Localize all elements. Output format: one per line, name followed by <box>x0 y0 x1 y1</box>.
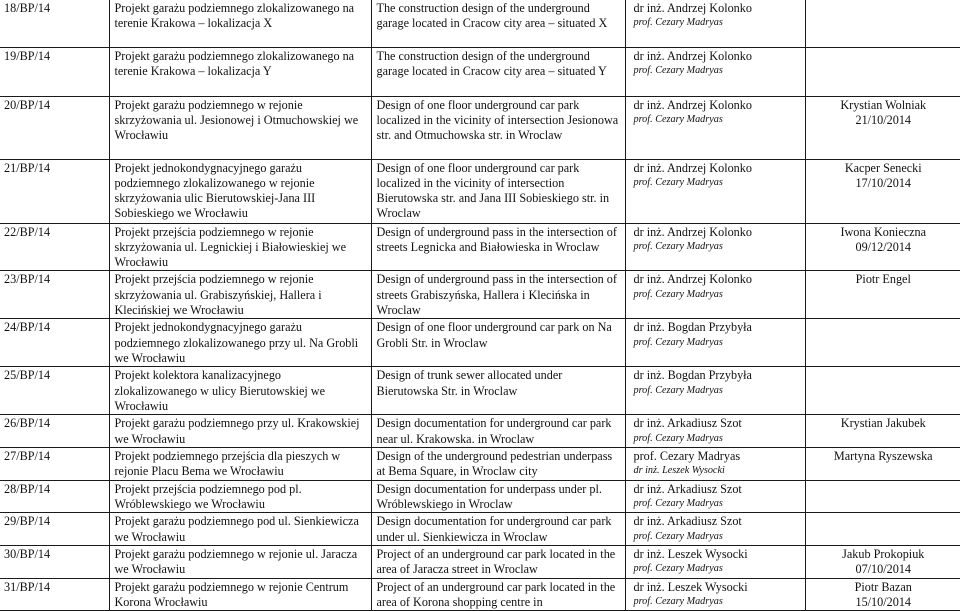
table-row <box>0 47 960 96</box>
student-cell <box>805 447 960 480</box>
thesis-id: 25/BP/14 <box>4 368 51 383</box>
thesis-id: 27/BP/14 <box>4 448 51 463</box>
student-cell <box>805 47 960 96</box>
thesis-id-cell <box>0 96 109 159</box>
table-row <box>0 159 960 223</box>
supervisor-cell <box>625 271 805 319</box>
supervisor-cell <box>625 513 805 546</box>
title-pl-cell <box>109 223 371 271</box>
table-row <box>0 319 960 367</box>
supervisor-cell <box>625 159 805 223</box>
assignment-date: 17/10/2014 <box>855 175 912 190</box>
student-cell <box>805 159 960 223</box>
table-row <box>0 223 960 271</box>
table-row <box>0 578 960 611</box>
title-en-cell <box>371 513 625 546</box>
table-row <box>0 447 960 480</box>
supervisor-name: dr inż. Andrzej Kolonko <box>633 272 752 287</box>
title-pl-cell <box>109 271 371 319</box>
cosupervisor-name: dr inż. Leszek Wysocki <box>633 465 725 477</box>
title-en-cell <box>371 415 625 448</box>
thesis-title-pl: Projekt garażu podziemnego w rejonie Centrum Korona Wrocławiu <box>114 579 349 609</box>
cosupervisor-name: prof. Cezary Madryas <box>633 17 723 29</box>
cosupervisor-name: prof. Cezary Madryas <box>633 240 723 252</box>
supervisor-cell <box>625 367 805 415</box>
thesis-id: 24/BP/14 <box>4 320 51 335</box>
thesis-id-cell <box>0 513 109 546</box>
student-name: Piotr Bazan <box>854 579 912 594</box>
assignment-date: 15/10/2014 <box>855 594 912 609</box>
supervisor-cell <box>625 546 805 579</box>
cosupervisor-name: prof. Cezary Madryas <box>633 336 723 348</box>
student-cell <box>805 319 960 367</box>
thesis-title-en: Design of trunk sewer allocated under Bierutowska Str. in Wroclaw <box>376 368 563 398</box>
supervisor-cell <box>625 0 805 47</box>
title-pl-cell <box>109 367 371 415</box>
thesis-id: 19/BP/14 <box>4 48 51 63</box>
cosupervisor-name: prof. Cezary Madryas <box>633 288 723 300</box>
cosupervisor-name: prof. Cezary Madryas <box>633 563 723 575</box>
supervisor-cell <box>625 96 805 159</box>
thesis-id: 18/BP/14 <box>4 1 51 15</box>
table-row <box>0 96 960 159</box>
supervisor-cell <box>625 319 805 367</box>
thesis-id-cell <box>0 159 109 223</box>
cosupervisor-name: prof. Cezary Madryas <box>633 432 723 444</box>
supervisor-cell <box>625 223 805 271</box>
title-en-cell <box>371 159 625 223</box>
table-row <box>0 415 960 448</box>
title-pl-cell <box>109 159 371 223</box>
thesis-title-en: Design documentation for underground car park under ul. Sienkiewicza in Wroclaw <box>376 514 612 544</box>
supervisor-name: prof. Cezary Madryas <box>633 448 741 463</box>
thesis-id-cell <box>0 319 109 367</box>
supervisor-name: dr inż. Andrzej Kolonko <box>633 48 752 63</box>
title-pl-cell <box>109 578 371 611</box>
supervisor-name: dr inż. Bogdan Przybyła <box>633 320 752 335</box>
thesis-id-cell <box>0 415 109 448</box>
thesis-id: 31/BP/14 <box>4 579 51 594</box>
thesis-title-en: Design of underground pass in the intersection of streets Legnicka and Białowieska in Wroclaw <box>376 224 617 254</box>
assignment-date: 09/12/2014 <box>855 239 912 254</box>
thesis-title-en: Design documentation for underground car park near ul. Krakowska. in Wroclaw <box>376 416 612 446</box>
student-name: Piotr Engel <box>855 272 911 287</box>
thesis-id-cell <box>0 223 109 271</box>
thesis-id: 30/BP/14 <box>4 547 51 562</box>
supervisor-name: dr inż. Andrzej Kolonko <box>633 224 752 239</box>
thesis-id-cell <box>0 47 109 96</box>
supervisor-name: dr inż. Arkadiusz Szot <box>633 416 742 431</box>
table-row <box>0 367 960 415</box>
thesis-title-pl: Projekt podziemnego przejścia dla pieszych w rejonie Placu Bema we Wrocławiu <box>114 448 341 479</box>
title-pl-cell <box>109 513 371 546</box>
thesis-id-cell <box>0 367 109 415</box>
thesis-title-en: Project of an underground car park located in the area of Jaracza street in Wroclaw <box>376 547 616 577</box>
cosupervisor-name: prof. Cezary Madryas <box>633 498 723 510</box>
student-name: Martyna Ryszewska <box>833 448 933 463</box>
thesis-title-pl: Projekt jednokondygnacyjnego garażu podziemnego zlokalizowanego przy ul. Na Grobli we Wrocławiu <box>114 320 359 365</box>
thesis-title-en: Design of one floor underground car park localized in the vicinity of intersection Bierutowska str. and Jana III Sobieskiego str. in Wroclaw <box>376 160 610 221</box>
thesis-title-pl: Projekt kolektora kanalizacyjnego zlokalizowanego w ulicy Bierutowskiej we Wrocławiu <box>114 368 326 413</box>
thesis-id: 26/BP/14 <box>4 416 51 431</box>
title-en-cell <box>371 367 625 415</box>
title-pl-cell <box>109 480 371 513</box>
supervisor-name: dr inż. Arkadiusz Szot <box>633 514 742 529</box>
thesis-id: 29/BP/14 <box>4 514 51 529</box>
student-name: Krystian Wolniak <box>840 97 927 112</box>
title-en-cell <box>371 47 625 96</box>
title-pl-cell <box>109 96 371 159</box>
title-pl-cell <box>109 415 371 448</box>
student-name: Kacper Senecki <box>844 160 922 175</box>
table-row <box>0 546 960 579</box>
supervisor-cell <box>625 578 805 611</box>
cosupervisor-name: prof. Cezary Madryas <box>633 530 723 542</box>
thesis-title-pl: Projekt garażu podziemnego w rejonie ul. Jaracza we Wrocławiu <box>114 547 358 577</box>
thesis-title-en: Design documentation for underpass under pl. Wróblewskiego in Wroclaw <box>376 481 602 512</box>
thesis-id-cell <box>0 0 109 47</box>
student-cell <box>805 0 960 47</box>
thesis-id-cell <box>0 546 109 579</box>
table-row <box>0 480 960 513</box>
title-en-cell <box>371 480 625 513</box>
cosupervisor-name: prof. Cezary Madryas <box>633 64 723 76</box>
assignment-date: 21/10/2014 <box>855 112 912 127</box>
thesis-title-en: Design of one floor underground car park on Na Grobli Str. in Wroclaw <box>376 320 612 350</box>
thesis-id: 23/BP/14 <box>4 272 51 287</box>
title-en-cell <box>371 271 625 319</box>
thesis-title-pl: Projekt jednokondygnacyjnego garażu podziemnego zlokalizowanego w rejonie skrzyżowania ulic Bierutowskiej-Jana III Sobieskiego we Wrocławiu <box>114 160 316 221</box>
student-cell <box>805 223 960 271</box>
assignment-date: 07/10/2014 <box>855 562 912 577</box>
student-cell <box>805 480 960 513</box>
cosupervisor-name: prof. Cezary Madryas <box>633 384 723 396</box>
title-en-cell <box>371 96 625 159</box>
cosupervisor-name: prof. Cezary Madryas <box>633 113 723 125</box>
supervisor-cell <box>625 47 805 96</box>
student-cell <box>805 271 960 319</box>
thesis-id: 22/BP/14 <box>4 224 51 239</box>
thesis-title-pl: Projekt przejścia podziemnego w rejonie skrzyżowania ul. Grabiszyńskiej, Hallera i Klecińskiej we Wrocławiu <box>114 272 322 317</box>
cosupervisor-name: prof. Cezary Madryas <box>633 176 723 188</box>
thesis-title-pl: Projekt garażu podziemnego w rejonie skrzyżowania ul. Jesionowej i Otmuchowskiej we Wrocławiu <box>114 97 359 143</box>
supervisor-name: dr inż. Leszek Wysocki <box>633 579 748 594</box>
title-en-cell <box>371 0 625 47</box>
title-pl-cell <box>109 47 371 96</box>
title-pl-cell <box>109 319 371 367</box>
supervisor-name: dr inż. Andrzej Kolonko <box>633 1 752 15</box>
thesis-title-en: Design of the underground pedestrian underpass at Bema Square, in Wroclaw city <box>376 448 613 479</box>
thesis-title-en: Design of one floor underground car park localized in the vicinity of intersection Jesionowa str. and Otmuchowska str. in Wroclaw <box>376 97 619 143</box>
thesis-title-en: The construction design of the underground garage located in Cracow city area – situated Y <box>376 48 607 78</box>
table-row <box>0 0 960 47</box>
student-name: Jakub Prokopiuk <box>842 547 925 562</box>
student-cell <box>805 415 960 448</box>
table-row <box>0 513 960 546</box>
thesis-id: 21/BP/14 <box>4 160 51 175</box>
thesis-title-pl: Projekt garażu podziemnego przy ul. Krakowskiej we Wrocławiu <box>114 416 360 446</box>
thesis-title-pl: Projekt przejścia podziemnego pod pl. Wróblewskiego we Wrocławiu <box>114 481 302 512</box>
thesis-id-cell <box>0 480 109 513</box>
supervisor-cell <box>625 480 805 513</box>
thesis-id-cell <box>0 447 109 480</box>
student-cell <box>805 546 960 579</box>
title-en-cell <box>371 546 625 579</box>
title-en-cell <box>371 223 625 271</box>
thesis-title-pl: Projekt przejścia podziemnego w rejonie skrzyżowania ul. Legnickiej i Białowieskiej we Wrocławiu <box>114 224 346 270</box>
title-pl-cell <box>109 546 371 579</box>
student-cell <box>805 96 960 159</box>
thesis-id-cell <box>0 578 109 611</box>
student-cell <box>805 578 960 611</box>
title-pl-cell <box>109 0 371 47</box>
supervisor-name: dr inż. Leszek Wysocki <box>633 547 748 562</box>
thesis-title-en: Project of an underground car park located in the area of Korona shopping centre in <box>376 579 616 609</box>
thesis-id: 20/BP/14 <box>4 97 51 112</box>
thesis-id-cell <box>0 271 109 319</box>
student-cell <box>805 367 960 415</box>
student-name: Krystian Jakubek <box>840 416 926 431</box>
supervisor-cell <box>625 415 805 448</box>
thesis-title-pl: Projekt garażu podziemnego zlokalizowanego na terenie Krakowa – lokalizacja X <box>114 1 355 31</box>
student-name: Iwona Konieczna <box>840 224 927 239</box>
title-en-cell <box>371 578 625 611</box>
supervisor-name: dr inż. Andrzej Kolonko <box>633 97 752 112</box>
table-row <box>0 271 960 319</box>
title-pl-cell <box>109 447 371 480</box>
thesis-id: 28/BP/14 <box>4 481 51 496</box>
cosupervisor-name: prof. Cezary Madryas <box>633 595 723 607</box>
supervisor-name: dr inż. Bogdan Przybyła <box>633 368 752 383</box>
title-en-cell <box>371 447 625 480</box>
thesis-title-pl: Projekt garażu podziemnego pod ul. Sienkiewicza we Wrocławiu <box>114 514 359 544</box>
supervisor-name: dr inż. Andrzej Kolonko <box>633 160 752 175</box>
thesis-title-en: The construction design of the underground garage located in Cracow city area – situated X <box>376 1 608 31</box>
supervisor-cell <box>625 447 805 480</box>
supervisor-name: dr inż. Arkadiusz Szot <box>633 481 742 496</box>
thesis-title-pl: Projekt garażu podziemnego zlokalizowanego na terenie Krakowa – lokalizacja Y <box>114 48 355 78</box>
student-cell <box>805 513 960 546</box>
thesis-title-en: Design of underground pass in the intersection of streets Grabiszyńska, Hallera i Klecińska in Wroclaw <box>376 272 617 317</box>
title-en-cell <box>371 319 625 367</box>
